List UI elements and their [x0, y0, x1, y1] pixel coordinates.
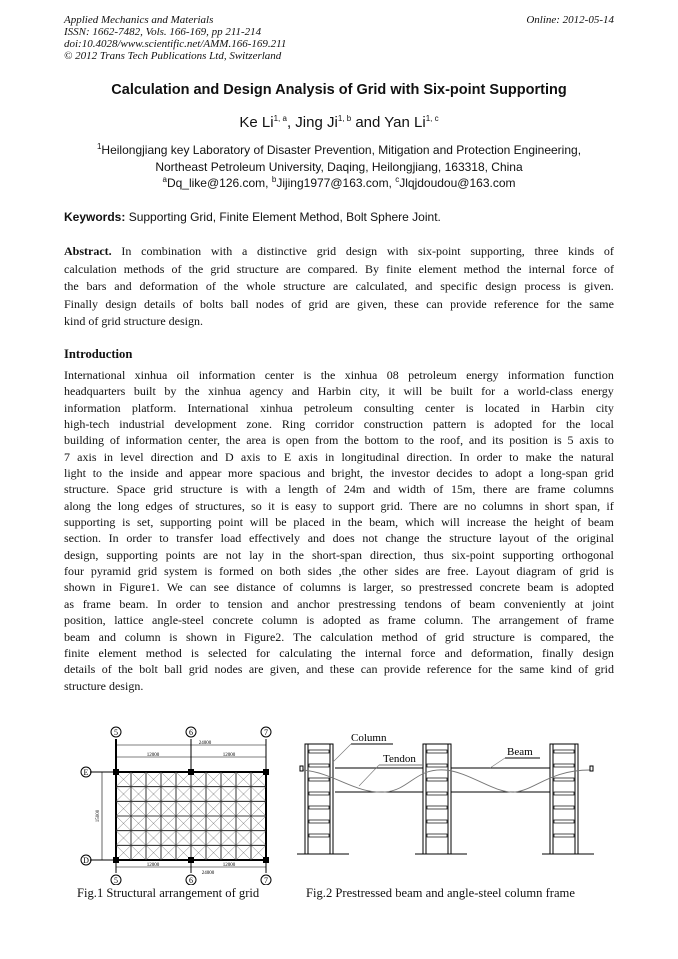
author: Jing Ji	[295, 114, 338, 131]
support-point	[113, 857, 119, 863]
text-line: design, supporting points are not lay in the short-span direction, thus six-point supporting orthogonal	[64, 547, 614, 562]
text-line: building of information center, the area is open from the bottom to the roof, and its position is 5 axis to	[64, 433, 614, 448]
email-sup: a	[162, 175, 167, 184]
text-line: information platform. International xinhua petroleum consulting center is located in Harbin city	[64, 400, 614, 415]
leader-line	[333, 744, 351, 762]
paper-title: Calculation and Design Analysis of Grid with Six-point Supporting	[111, 82, 567, 98]
support-point	[113, 769, 119, 775]
online-date: Online: 2012-05-14	[526, 14, 614, 26]
axis-label: 7	[264, 876, 268, 885]
dimension-label: 12000	[146, 863, 160, 868]
axis-label: 5	[114, 728, 118, 737]
column-label: Column	[351, 732, 387, 744]
dimension-label: 12000	[222, 863, 236, 868]
text-line: 7 axis in level direction and D axis to E axis in longitudinal direction. In order to make the natural	[64, 449, 614, 464]
figure1-caption: Fig.1 Structural arrangement of grid	[77, 886, 260, 900]
text-line: calculation methods of the grid structure are compared. By finite element method the internal force of	[64, 261, 614, 276]
affiliation-line: Heilongjiang key Laboratory of Disaster Prevention, Mitigation and Protection Engineering,	[101, 143, 582, 157]
support-point	[263, 857, 269, 863]
journal-name: Applied Mechanics and Materials	[64, 14, 214, 26]
text-line: beam and column is shown in Figure2. The calculation method of grid structure is compared, the	[64, 629, 614, 644]
separator: ,	[286, 114, 296, 131]
text-line: as frame beam. In order to tension and anchor prestressing tendons of beam conveniently at joint	[64, 596, 614, 611]
affiliation	[0, 138, 678, 176]
dimension-label: 24000	[201, 871, 215, 876]
authors	[0, 114, 678, 131]
support-point	[263, 769, 269, 775]
text-line: International xinhua oil information center is the xinhua 08 petroleum energy information function	[64, 368, 614, 382]
abstract	[64, 243, 614, 331]
text-line: finite element method is selected for calculating the internal force and deformation, finally design	[64, 645, 614, 660]
text-line: four pyramid grid system is formed on both sides ,the other sides are free. Layout diagram of grid is	[64, 564, 614, 579]
tendon-label: Tendon	[383, 753, 416, 765]
dimension-label: 15000	[96, 809, 101, 823]
text-line: structure. Space grid structure is with a length of 24m and width of 15m, there are frame columns	[64, 482, 614, 497]
column	[550, 744, 578, 854]
text-line: details of the bolt ball grid nodes are given, and these can provide reference for the same kind of grid	[64, 662, 614, 677]
dimension-label: 12000	[222, 753, 236, 758]
keywords	[64, 210, 441, 224]
author-sup: 1, b	[337, 114, 352, 123]
abstract-label: Abstract.	[64, 244, 112, 258]
axis-label: 6	[189, 728, 193, 737]
text-line: kind of grid structure design.	[64, 314, 204, 329]
author-sup: 1, a	[273, 114, 287, 123]
author: Ke Li	[239, 114, 274, 131]
text-line: structure design.	[64, 678, 144, 693]
leader-line	[490, 758, 505, 768]
text-line: along the long edges of structures, so it is easy to support grid. There are no columns in short span, if	[64, 498, 614, 513]
column	[305, 744, 333, 854]
text-line: the bars and deformation of the whole structure are calculated, and specific design process is given.	[64, 279, 614, 294]
anchor	[300, 766, 303, 771]
dimension-label: 24000	[198, 741, 212, 746]
text-line: position, lattice angle-steel concrete column is adopted as frame column. The arrangement of frame	[64, 613, 614, 628]
introduction-heading: Introduction	[64, 347, 133, 361]
journal-header	[64, 14, 286, 62]
figure2-caption: Fig.2 Prestressed beam and angle-steel column frame	[306, 886, 575, 900]
text-line: section. In order to transfer load effectively and does not change the structure layout of the original	[64, 531, 614, 546]
keywords-text: Supporting Grid, Finite Element Method, Bolt Sphere Joint.	[125, 210, 441, 224]
text-line: supporting is set, supporting point will be placed in the beam, which will increase the height of beam	[64, 515, 614, 530]
axis-label: E	[83, 768, 89, 777]
doi[interactable]: doi:10.4028/www.scientific.net/AMM.166-169.211	[64, 38, 287, 50]
support-point	[188, 857, 194, 863]
axis-label: 6	[189, 876, 193, 885]
emails	[0, 175, 678, 190]
dimension-label: 12000	[146, 753, 160, 758]
email[interactable]: Jlqjdoudou@163.com	[399, 176, 516, 190]
affiliation-sup: 1	[96, 142, 102, 151]
author-sup: 1, c	[425, 114, 439, 123]
text-line: shown in Figure1. We can see distance of columns is larger, so prestressed concrete beam is adopted	[64, 580, 614, 595]
affiliation-line: Northeast Petroleum University, Daqing, Heilongjiang, 163318, China	[155, 160, 523, 174]
email[interactable]: Jijing1977@163.com,	[276, 176, 396, 190]
email-sup: c	[395, 175, 400, 184]
anchor	[590, 766, 593, 771]
figure2-frame	[295, 728, 615, 868]
text-line: headquarters built by the xinhua agency and Harbin city, it will be built for a world-class energy	[64, 384, 614, 399]
support-point	[188, 769, 194, 775]
axis-label: D	[83, 856, 89, 865]
author: Yan Li	[384, 114, 426, 131]
text-line: high-tech industrial development zone. Ring corridor construction pattern is adopted for the local	[64, 417, 614, 432]
column	[423, 744, 451, 854]
introduction-body	[64, 367, 614, 694]
text-line: Abstract. In combination with a distinctive grid design with six-point supporting, three kinds of	[64, 243, 614, 261]
issn: ISSN: 1662-7482, Vols. 166-169, pp 211-214	[64, 26, 262, 38]
email[interactable]: Dq_like@126.com,	[166, 176, 272, 190]
text-line: light to the inside and appear more spacious and bright, the investor decides to adopt a long-span grid	[64, 466, 614, 481]
beam-label: Beam	[507, 746, 533, 758]
axis-label: 5	[114, 876, 118, 885]
text-line: Finally design details of bolts ball nodes of grid are given, these can provide reference for the same	[64, 296, 614, 311]
keywords-label: Keywords:	[64, 210, 126, 224]
separator: and	[355, 114, 385, 131]
copyright: © 2012 Trans Tech Publications Ltd, Switzerland	[64, 50, 282, 62]
axis-label: 7	[264, 728, 268, 737]
figure1-grid-plan	[80, 725, 280, 885]
email-sup: b	[271, 175, 277, 184]
